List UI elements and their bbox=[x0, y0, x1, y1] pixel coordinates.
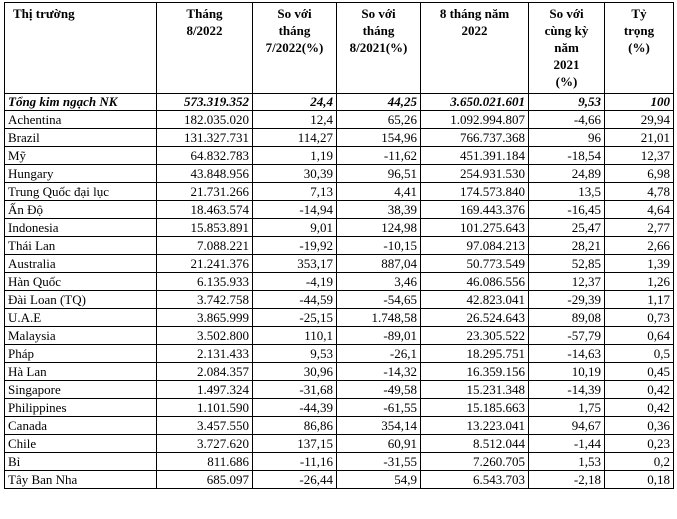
eight-months-value: 16.359.156 bbox=[421, 363, 529, 381]
vs-same-month-value: 3,46 bbox=[337, 273, 421, 291]
share-value: 1,26 bbox=[605, 273, 674, 291]
share-value: 29,94 bbox=[605, 111, 674, 129]
share-value: 0,2 bbox=[605, 453, 674, 471]
eight-months-value: 174.573.840 bbox=[421, 183, 529, 201]
month-value: 811.686 bbox=[157, 453, 253, 471]
table-row bbox=[5, 363, 674, 381]
month-value: 1.497.324 bbox=[157, 381, 253, 399]
vs-prev-month-value: 353,17 bbox=[253, 255, 337, 273]
table-row bbox=[5, 291, 674, 309]
vs-prev-month-value: 86,86 bbox=[253, 417, 337, 435]
header-row bbox=[5, 3, 674, 94]
table-row bbox=[5, 129, 674, 147]
eight-months-value: 23.305.522 bbox=[421, 327, 529, 345]
eight-months-value: 766.737.368 bbox=[421, 129, 529, 147]
vs-same-period-value: 94,67 bbox=[529, 417, 605, 435]
market-name: Philippines bbox=[5, 399, 157, 417]
share-value: 0,23 bbox=[605, 435, 674, 453]
vs-same-period-value: 13,5 bbox=[529, 183, 605, 201]
market-name: Indonesia bbox=[5, 219, 157, 237]
vs-prev-month-value: -11,16 bbox=[253, 453, 337, 471]
month-value: 6.135.933 bbox=[157, 273, 253, 291]
vs-same-month-value: 887,04 bbox=[337, 255, 421, 273]
total-vs-same-month: 44,25 bbox=[337, 94, 421, 111]
vs-same-period-value: 25,47 bbox=[529, 219, 605, 237]
month-value: 18.463.574 bbox=[157, 201, 253, 219]
eight-months-value: 50.773.549 bbox=[421, 255, 529, 273]
vs-same-month-value: 4,41 bbox=[337, 183, 421, 201]
vs-prev-month-value: -25,15 bbox=[253, 309, 337, 327]
month-value: 3.502.800 bbox=[157, 327, 253, 345]
table-row bbox=[5, 417, 674, 435]
share-value: 4,78 bbox=[605, 183, 674, 201]
vs-same-month-value: -54,65 bbox=[337, 291, 421, 309]
month-value: 2.084.357 bbox=[157, 363, 253, 381]
vs-same-month-value: -26,1 bbox=[337, 345, 421, 363]
month-value: 43.848.956 bbox=[157, 165, 253, 183]
month-value: 3.865.999 bbox=[157, 309, 253, 327]
vs-same-period-value: 12,37 bbox=[529, 273, 605, 291]
market-name: Singapore bbox=[5, 381, 157, 399]
vs-same-month-value: 38,39 bbox=[337, 201, 421, 219]
vs-same-month-value: -49,58 bbox=[337, 381, 421, 399]
vs-same-period-value: 1,75 bbox=[529, 399, 605, 417]
share-value: 4,64 bbox=[605, 201, 674, 219]
table-row bbox=[5, 201, 674, 219]
month-value: 3.457.550 bbox=[157, 417, 253, 435]
eight-months-value: 169.443.376 bbox=[421, 201, 529, 219]
eight-months-value: 15.231.348 bbox=[421, 381, 529, 399]
eight-months-value: 15.185.663 bbox=[421, 399, 529, 417]
vs-prev-month-value: 12,4 bbox=[253, 111, 337, 129]
vs-prev-month-value: 7,13 bbox=[253, 183, 337, 201]
share-value: 0,45 bbox=[605, 363, 674, 381]
vs-same-period-value: -18,54 bbox=[529, 147, 605, 165]
vs-prev-month-value: 137,15 bbox=[253, 435, 337, 453]
market-name: Bỉ bbox=[5, 453, 157, 471]
month-value: 15.853.891 bbox=[157, 219, 253, 237]
eight-months-value: 13.223.041 bbox=[421, 417, 529, 435]
vs-prev-month-value: 9,53 bbox=[253, 345, 337, 363]
eight-months-value: 7.260.705 bbox=[421, 453, 529, 471]
vs-prev-month-value: 114,27 bbox=[253, 129, 337, 147]
share-value: 21,01 bbox=[605, 129, 674, 147]
header-vs-prev-month: So với tháng 7/2022(%) bbox=[253, 3, 337, 94]
vs-prev-month-value: -4,19 bbox=[253, 273, 337, 291]
vs-same-month-value: 124,98 bbox=[337, 219, 421, 237]
vs-same-period-value: -57,79 bbox=[529, 327, 605, 345]
import-table bbox=[4, 2, 674, 489]
eight-months-value: 97.084.213 bbox=[421, 237, 529, 255]
table-row bbox=[5, 237, 674, 255]
eight-months-value: 42.823.041 bbox=[421, 291, 529, 309]
market-name: Australia bbox=[5, 255, 157, 273]
vs-same-period-value: -16,45 bbox=[529, 201, 605, 219]
vs-same-period-value: -2,18 bbox=[529, 471, 605, 489]
share-value: 2,77 bbox=[605, 219, 674, 237]
vs-same-period-value: -1,44 bbox=[529, 435, 605, 453]
market-name: Thái Lan bbox=[5, 237, 157, 255]
share-value: 0,42 bbox=[605, 381, 674, 399]
market-name: Hàn Quốc bbox=[5, 273, 157, 291]
market-name: U.A.E bbox=[5, 309, 157, 327]
table-row bbox=[5, 147, 674, 165]
vs-prev-month-value: -31,68 bbox=[253, 381, 337, 399]
vs-prev-month-value: 9,01 bbox=[253, 219, 337, 237]
eight-months-value: 26.524.643 bbox=[421, 309, 529, 327]
table-row bbox=[5, 219, 674, 237]
vs-same-period-value: -14,39 bbox=[529, 381, 605, 399]
share-value: 0,64 bbox=[605, 327, 674, 345]
vs-same-month-value: -14,32 bbox=[337, 363, 421, 381]
total-name: Tổng kim ngạch NK bbox=[5, 94, 157, 111]
market-name: Trung Quốc đại lục bbox=[5, 183, 157, 201]
table-row bbox=[5, 183, 674, 201]
share-value: 0,36 bbox=[605, 417, 674, 435]
month-value: 21.241.376 bbox=[157, 255, 253, 273]
market-name: Canada bbox=[5, 417, 157, 435]
table-row bbox=[5, 309, 674, 327]
month-value: 3.727.620 bbox=[157, 435, 253, 453]
vs-same-period-value: 24,89 bbox=[529, 165, 605, 183]
vs-same-period-value: -29,39 bbox=[529, 291, 605, 309]
market-name: Brazil bbox=[5, 129, 157, 147]
market-name: Tây Ban Nha bbox=[5, 471, 157, 489]
vs-same-month-value: 65,26 bbox=[337, 111, 421, 129]
total-month: 573.319.352 bbox=[157, 94, 253, 111]
table-row bbox=[5, 399, 674, 417]
share-value: 12,37 bbox=[605, 147, 674, 165]
vs-prev-month-value: -44,39 bbox=[253, 399, 337, 417]
market-name: Đài Loan (TQ) bbox=[5, 291, 157, 309]
header-share: Tỷ trọng (%) bbox=[605, 3, 674, 94]
total-eight-months: 3.650.021.601 bbox=[421, 94, 529, 111]
vs-same-month-value: 354,14 bbox=[337, 417, 421, 435]
vs-same-month-value: -31,55 bbox=[337, 453, 421, 471]
vs-same-month-value: -10,15 bbox=[337, 237, 421, 255]
market-name: Ấn Độ bbox=[5, 201, 157, 219]
share-value: 2,66 bbox=[605, 237, 674, 255]
market-name: Hungary bbox=[5, 165, 157, 183]
table-row bbox=[5, 453, 674, 471]
table-row bbox=[5, 327, 674, 345]
share-value: 0,5 bbox=[605, 345, 674, 363]
share-value: 6,98 bbox=[605, 165, 674, 183]
header-eight-months: 8 tháng năm 2022 bbox=[421, 3, 529, 94]
vs-prev-month-value: 1,19 bbox=[253, 147, 337, 165]
month-value: 685.097 bbox=[157, 471, 253, 489]
eight-months-value: 6.543.703 bbox=[421, 471, 529, 489]
total-share: 100 bbox=[605, 94, 674, 111]
share-value: 0,73 bbox=[605, 309, 674, 327]
table-row bbox=[5, 165, 674, 183]
vs-same-period-value: -14,63 bbox=[529, 345, 605, 363]
vs-same-period-value: 10,19 bbox=[529, 363, 605, 381]
month-value: 7.088.221 bbox=[157, 237, 253, 255]
vs-same-month-value: -89,01 bbox=[337, 327, 421, 345]
vs-prev-month-value: -26,44 bbox=[253, 471, 337, 489]
vs-same-period-value: 52,85 bbox=[529, 255, 605, 273]
share-value: 0,18 bbox=[605, 471, 674, 489]
table-row bbox=[5, 273, 674, 291]
total-vs-prev-month: 24,4 bbox=[253, 94, 337, 111]
header-month: Tháng 8/2022 bbox=[157, 3, 253, 94]
vs-prev-month-value: 30,39 bbox=[253, 165, 337, 183]
eight-months-value: 1.092.994.807 bbox=[421, 111, 529, 129]
month-value: 3.742.758 bbox=[157, 291, 253, 309]
vs-prev-month-value: -14,94 bbox=[253, 201, 337, 219]
table-row bbox=[5, 345, 674, 363]
vs-same-month-value: 154,96 bbox=[337, 129, 421, 147]
month-value: 2.131.433 bbox=[157, 345, 253, 363]
eight-months-value: 101.275.643 bbox=[421, 219, 529, 237]
eight-months-value: 451.391.184 bbox=[421, 147, 529, 165]
share-value: 0,42 bbox=[605, 399, 674, 417]
vs-same-month-value: -61,55 bbox=[337, 399, 421, 417]
month-value: 182.035.020 bbox=[157, 111, 253, 129]
vs-prev-month-value: -19,92 bbox=[253, 237, 337, 255]
share-value: 1,39 bbox=[605, 255, 674, 273]
vs-same-period-value: -4,66 bbox=[529, 111, 605, 129]
month-value: 64.832.783 bbox=[157, 147, 253, 165]
table-row bbox=[5, 255, 674, 273]
header-market: Thị trường bbox=[5, 3, 157, 94]
share-value: 1,17 bbox=[605, 291, 674, 309]
vs-same-period-value: 28,21 bbox=[529, 237, 605, 255]
market-name: Hà Lan bbox=[5, 363, 157, 381]
total-vs-same-period: 9,53 bbox=[529, 94, 605, 111]
vs-same-month-value: 96,51 bbox=[337, 165, 421, 183]
eight-months-value: 254.931.530 bbox=[421, 165, 529, 183]
month-value: 21.731.266 bbox=[157, 183, 253, 201]
header-vs-same-month: So với tháng 8/2021(%) bbox=[337, 3, 421, 94]
eight-months-value: 8.512.044 bbox=[421, 435, 529, 453]
eight-months-value: 18.295.751 bbox=[421, 345, 529, 363]
eight-months-value: 46.086.556 bbox=[421, 273, 529, 291]
market-name: Achentina bbox=[5, 111, 157, 129]
table-row bbox=[5, 471, 674, 489]
header-vs-same-period: So với cùng kỳ năm 2021 (%) bbox=[529, 3, 605, 94]
vs-same-period-value: 1,53 bbox=[529, 453, 605, 471]
market-name: Malaysia bbox=[5, 327, 157, 345]
vs-same-period-value: 96 bbox=[529, 129, 605, 147]
month-value: 1.101.590 bbox=[157, 399, 253, 417]
vs-same-month-value: 1.748,58 bbox=[337, 309, 421, 327]
vs-prev-month-value: 110,1 bbox=[253, 327, 337, 345]
table-row bbox=[5, 111, 674, 129]
vs-prev-month-value: -44,59 bbox=[253, 291, 337, 309]
market-name: Pháp bbox=[5, 345, 157, 363]
vs-prev-month-value: 30,96 bbox=[253, 363, 337, 381]
table-row bbox=[5, 381, 674, 399]
vs-same-month-value: -11,62 bbox=[337, 147, 421, 165]
total-row bbox=[5, 94, 674, 111]
market-name: Mỹ bbox=[5, 147, 157, 165]
vs-same-month-value: 60,91 bbox=[337, 435, 421, 453]
vs-same-period-value: 89,08 bbox=[529, 309, 605, 327]
table-row bbox=[5, 435, 674, 453]
market-name: Chile bbox=[5, 435, 157, 453]
month-value: 131.327.731 bbox=[157, 129, 253, 147]
vs-same-month-value: 54,9 bbox=[337, 471, 421, 489]
